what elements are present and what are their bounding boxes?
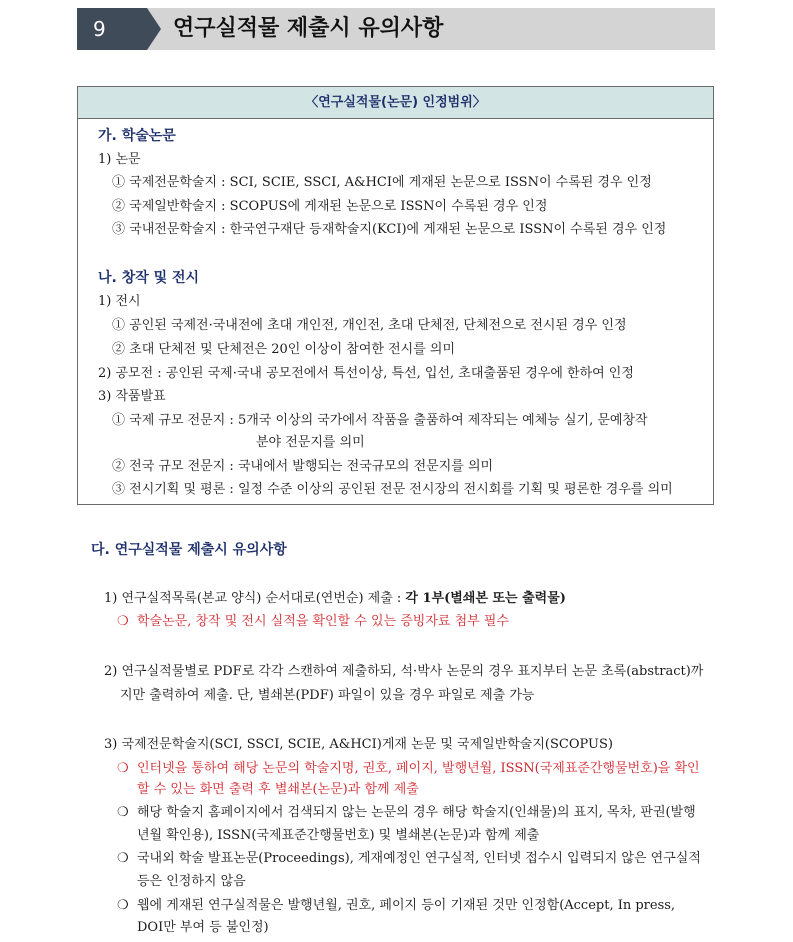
note-sub: 학술논문, 창작 및 전시 실적을 확인할 수 있는 증빙자료 첨부 필수 bbox=[137, 614, 509, 629]
bullet-icon: ❍ bbox=[117, 805, 129, 820]
notes-heading: 다. 연구실적물 제출시 유의사항 bbox=[91, 542, 287, 558]
section-heading-papers: 가. 학술논문 bbox=[98, 128, 176, 144]
scope-line: ① 국제전문학술지 : SCI, SCIE, SSCI, A&HCI에 게재된 논문으로 ISSN이 수록된 경우 인정 bbox=[112, 175, 652, 190]
header-arrow-icon bbox=[147, 8, 161, 50]
note-bullet: 등은 인정하지 않음 bbox=[137, 874, 246, 889]
note-item-2-cont: 지만 출력하여 제출. 단, 별쇄본(PDF) 파일이 있을 경우 파일로 제출 가능 bbox=[120, 688, 535, 703]
scope-line: ① 국제 규모 전문지 : 5개국 이상의 국가에서 작품을 출품하여 제작되는 예체능 실기, 문예창작 bbox=[112, 413, 648, 428]
scope-line: ② 초대 단체전 및 단체전은 20인 이상이 참여한 전시를 의미 bbox=[112, 342, 456, 357]
note-bullet: 인터넷을 통하여 해당 논문의 학술지명, 권호, 페이지, 발행년월, ISSN(국제표준간행물번호)을 확인 bbox=[137, 761, 700, 776]
scope-line: 3) 작품발표 bbox=[98, 389, 166, 404]
note-emphasis: 각 1부(별쇄본 또는 출력물) bbox=[405, 591, 566, 606]
note-bullet: 할 수 있는 화면 출력 후 별쇄본(논문)과 함께 제출 bbox=[137, 782, 419, 797]
bullet-icon: ❍ bbox=[117, 761, 129, 776]
page-title: 연구실적물 제출시 유의사항 bbox=[173, 16, 444, 41]
scope-line: 1) 전시 bbox=[98, 294, 141, 309]
bullet-icon: ❍ bbox=[117, 851, 129, 866]
scope-line: 2) 공모전 : 공인된 국제·국내 공모전에서 특선이상, 특선, 입선, 초대출품된 경우에 한하여 인정 bbox=[98, 366, 634, 381]
section-heading-creation: 나. 창작 및 전시 bbox=[98, 270, 200, 286]
scope-line: ③ 국내전문학술지 : 한국연구재단 등재학술지(KCI)에 게재된 논문으로 ISSN이 수록된 경우 인정 bbox=[112, 222, 667, 237]
recognition-scope-box bbox=[77, 86, 714, 505]
bullet-icon: ❍ bbox=[117, 898, 129, 913]
scope-line: 분야 전문지를 의미 bbox=[256, 435, 365, 450]
note-bullet: DOI만 부여 등 불인정) bbox=[137, 920, 269, 935]
section-number: 9 bbox=[77, 8, 147, 50]
scope-line: ② 전국 규모 전문지 : 국내에서 발행되는 전국규모의 전문지를 의미 bbox=[112, 459, 494, 474]
note-text: 1) 연구실적목록(본교 양식) 순서대로(연번순) 제출 : bbox=[104, 591, 406, 606]
scope-line: ② 국제일반학술지 : SCOPUS에 게재된 논문으로 ISSN이 수록된 경우 인정 bbox=[112, 199, 548, 214]
note-bullet: 해당 학술지 홈페이지에서 검색되지 않는 논문의 경우 해당 학술지(인쇄물)의 표지, 목차, 판권(발행 bbox=[137, 805, 696, 820]
note-item-1 bbox=[104, 590, 566, 608]
section-header bbox=[77, 8, 715, 50]
scope-line: 1) 논문 bbox=[98, 152, 141, 167]
note-bullet: 국내외 학술 발표논문(Proceedings), 게재예정인 연구실적, 인터넷 접수시 입력되지 않은 연구실적 bbox=[137, 851, 701, 866]
scope-line: ① 공인된 국제전·국내전에 초대 개인전, 개인전, 초대 단체전, 단체전으로 전시된 경우 인정 bbox=[112, 318, 627, 333]
note-bullet: 웹에 게재된 연구실적물은 발행년월, 권호, 페이지 등이 기재된 것만 인정함(Accept, In press, bbox=[137, 898, 676, 913]
note-item-2: 2) 연구실적물별로 PDF로 각각 스캔하여 제출하되, 석·박사 논문의 경우 표지부터 논문 초록(abstract)까 bbox=[104, 664, 704, 679]
note-item-3: 3) 국제전문학술지(SCI, SSCI, SCIE, A&HCI)게재 논문 및 국제일반학술지(SCOPUS) bbox=[104, 737, 613, 752]
bullet-icon: ❍ bbox=[117, 614, 129, 629]
scope-line: ③ 전시기획 및 평론 : 일정 수준 이상의 공인된 전문 전시장의 전시회를 기획 및 평론한 경우를 의미 bbox=[112, 482, 673, 497]
note-bullet: 년월 확인용), ISSN(국제표준간행물번호) 및 별쇄본(논문)과 함께 제출 bbox=[137, 828, 540, 843]
box-title: 〈연구실적물(논문) 인정범위〉 bbox=[78, 87, 713, 119]
